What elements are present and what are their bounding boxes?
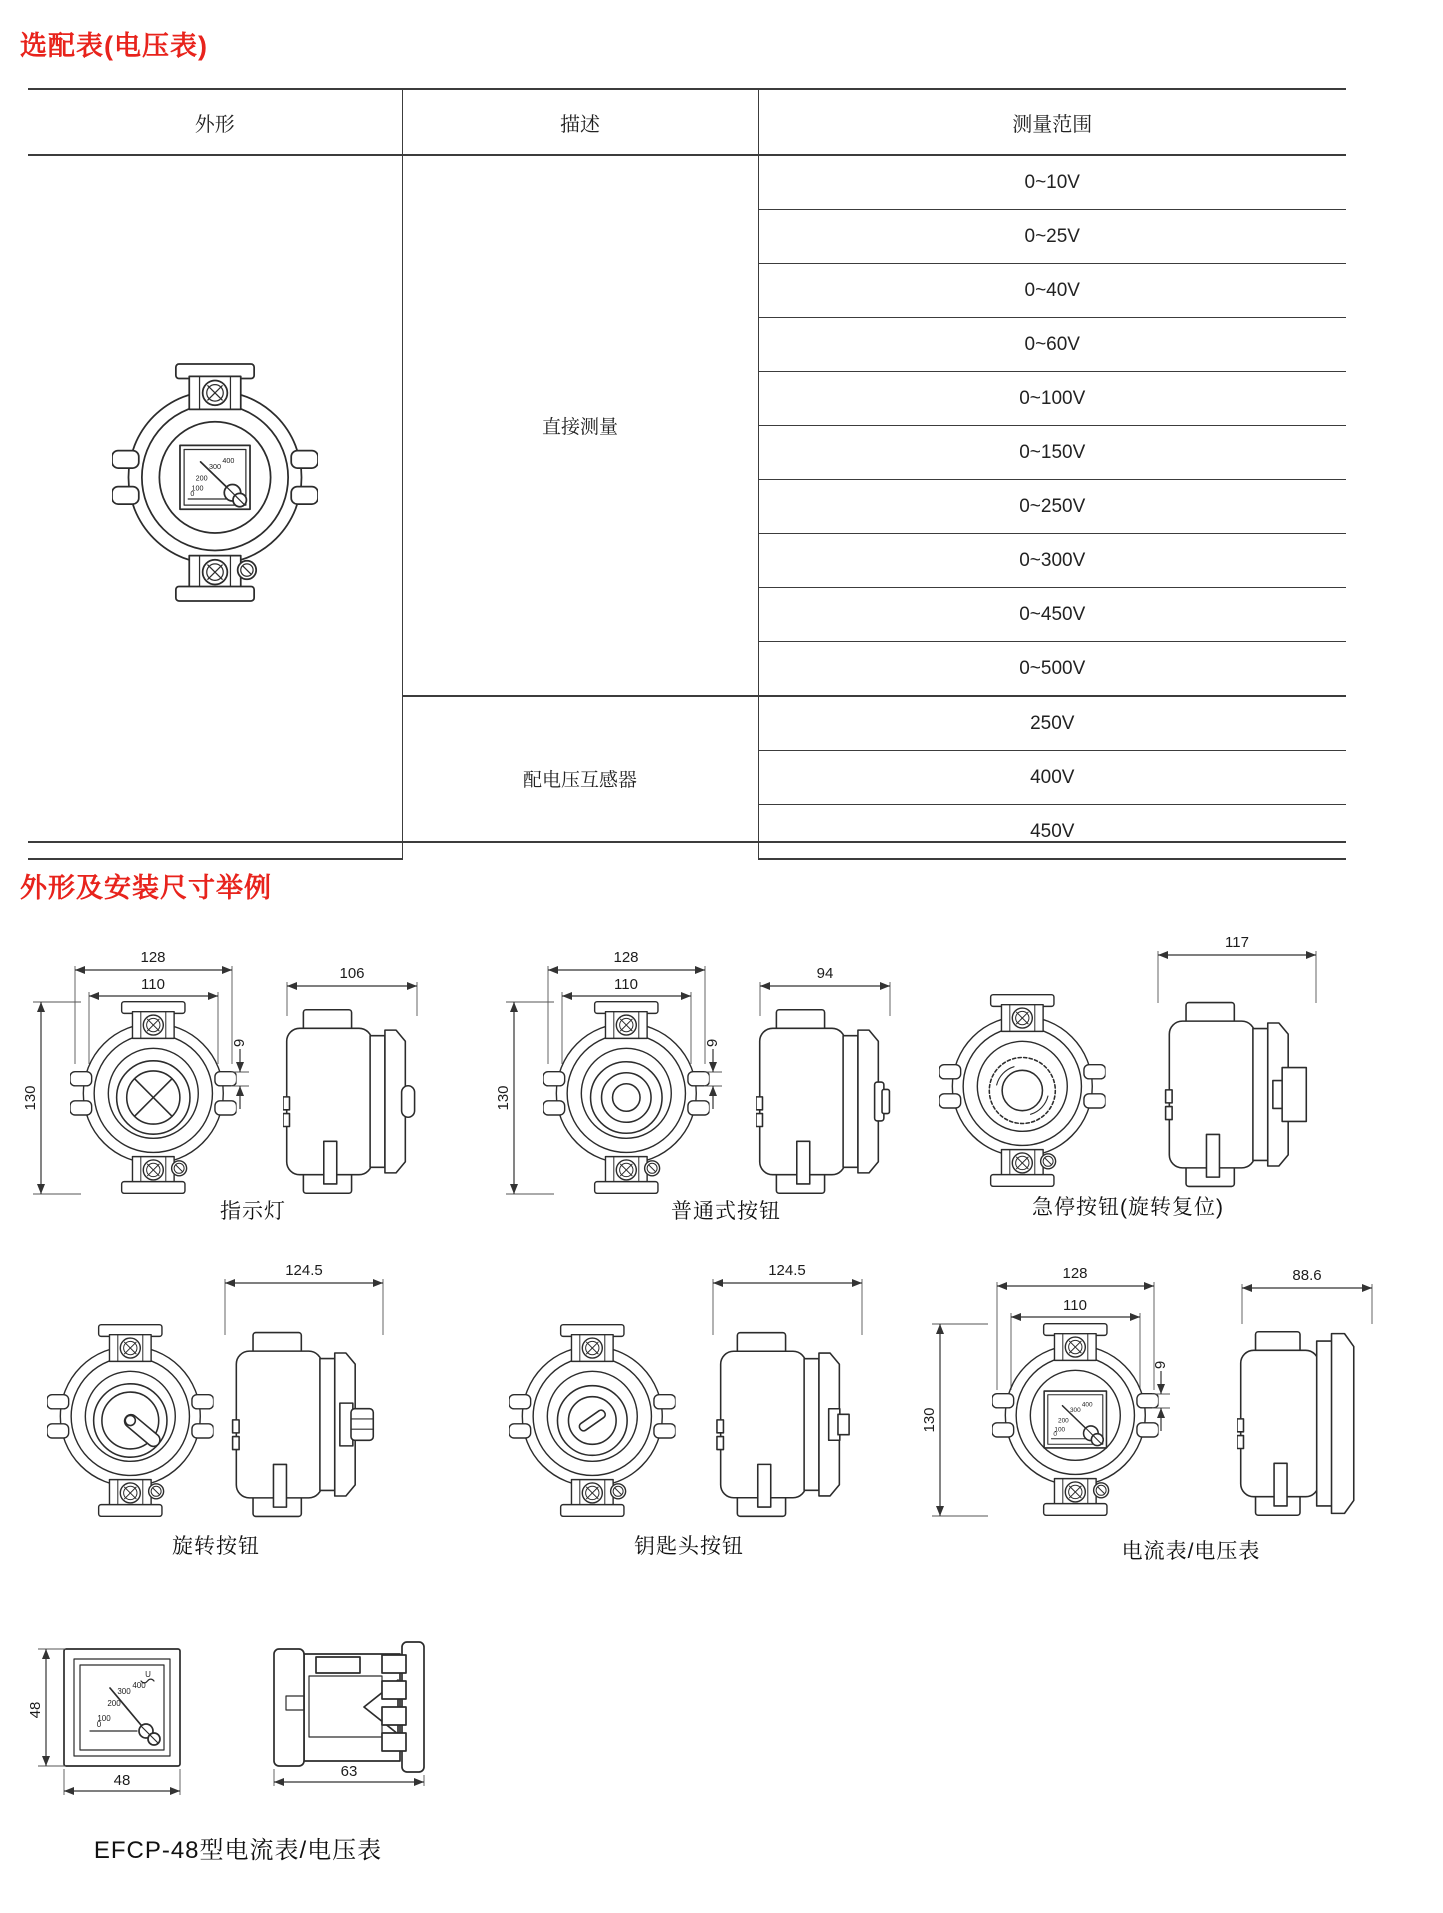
dim-height — [495, 1002, 554, 1194]
clamp-tooth-icon — [382, 1681, 406, 1699]
drawing-panel-meter — [900, 1240, 1400, 1570]
dim-front-height — [27, 1649, 66, 1766]
dim-depth — [760, 965, 890, 1016]
voltmeter-device-drawing — [112, 362, 318, 603]
description-direct: 直接测量 — [402, 155, 758, 696]
range-cell: 0~10V — [1024, 171, 1080, 193]
efcp-unit-symbol: U — [145, 1670, 151, 1679]
drawing-caption: 电流表/电压表 — [1121, 1540, 1261, 1563]
svg-text:48: 48 — [27, 1701, 44, 1719]
dim-height — [22, 1002, 81, 1194]
svg-text:130: 130 — [921, 1407, 938, 1433]
dim-depth — [713, 1262, 862, 1335]
efcp-scale-100: 100 — [97, 1714, 111, 1723]
voltmeter-selection-table — [28, 88, 1346, 860]
clamp-tooth-icon — [382, 1733, 406, 1751]
side-view — [1237, 1332, 1354, 1515]
dim-height — [921, 1324, 988, 1516]
front-view — [543, 1002, 710, 1194]
drawing-key-button — [480, 1255, 900, 1565]
svg-text:63: 63 — [340, 1763, 358, 1780]
svg-text:110: 110 — [1063, 1297, 1087, 1314]
drawing-caption: 指示灯 — [220, 1200, 286, 1223]
drawing-caption: 旋转按钮 — [172, 1535, 260, 1558]
drawing-caption: 钥匙头按钮 — [634, 1535, 744, 1558]
drawing-caption: 普通式按钮 — [671, 1200, 781, 1223]
efcp-scale-200: 200 — [107, 1699, 121, 1708]
svg-text:110: 110 — [614, 976, 638, 993]
col-header-range: 测量范围 — [758, 89, 1346, 155]
side-view — [756, 1010, 889, 1193]
range-cell: 0~60V — [758, 318, 1346, 372]
side-view — [233, 1333, 374, 1517]
front-view — [992, 1324, 1159, 1516]
range-cell: 250V — [758, 696, 1346, 751]
svg-text:128: 128 — [613, 949, 639, 966]
dim-depth — [1242, 1267, 1372, 1324]
range-cell: 0~250V — [758, 480, 1346, 534]
svg-text:94: 94 — [816, 965, 834, 982]
range-cell: 0~300V — [758, 534, 1346, 588]
svg-text:9: 9 — [1152, 1360, 1169, 1370]
svg-text:124.5: 124.5 — [768, 1262, 806, 1279]
range-cell: 0~25V — [758, 210, 1346, 264]
side-view — [1166, 1003, 1307, 1187]
range-cell: 450V — [758, 805, 1346, 860]
range-cell: 0~450V — [758, 588, 1346, 642]
efcp-front-view — [64, 1649, 180, 1766]
svg-text:130: 130 — [495, 1085, 512, 1111]
range-cell: 0~40V — [758, 264, 1346, 318]
clamp-tooth-icon — [382, 1707, 406, 1725]
description-vt: 配电压互感器 — [402, 696, 758, 859]
table-bottom-rule — [28, 841, 1346, 843]
section-title-selection-table: 选配表(电压表) — [20, 31, 208, 61]
dim-depth — [1158, 934, 1316, 1003]
drawing-efcp48-meter — [20, 1630, 440, 1880]
appearance-cell — [28, 155, 402, 859]
svg-text:9: 9 — [231, 1038, 248, 1048]
drawing-estop-button — [920, 925, 1340, 1225]
front-view — [939, 995, 1106, 1187]
svg-text:106: 106 — [339, 965, 365, 982]
svg-text:48: 48 — [113, 1772, 131, 1789]
side-view — [283, 1010, 415, 1193]
svg-text:128: 128 — [140, 949, 166, 966]
dim-depth — [225, 1262, 383, 1335]
svg-text:124.5: 124.5 — [285, 1262, 323, 1279]
col-header-description: 描述 — [402, 89, 758, 155]
clamp-tooth-icon — [382, 1655, 406, 1673]
efcp-scale-300: 300 — [117, 1687, 131, 1696]
drawing-rotary-button — [20, 1255, 420, 1565]
drawing-caption: 急停按钮(旋转复位) — [1032, 1196, 1224, 1219]
svg-text:9: 9 — [704, 1038, 721, 1048]
drawing-indicator-light — [22, 946, 425, 1231]
section-title-dimensions: 外形及安装尺寸举例 — [20, 873, 272, 903]
drawing-push-button — [495, 946, 898, 1231]
efcp-side-view — [274, 1642, 424, 1772]
efcp-scale-400: 400 — [132, 1681, 146, 1690]
svg-text:130: 130 — [22, 1085, 39, 1111]
svg-text:117: 117 — [1225, 934, 1249, 951]
range-cell: 0~100V — [758, 372, 1346, 426]
side-view — [717, 1333, 849, 1517]
svg-text:88.6: 88.6 — [1292, 1267, 1322, 1284]
dim-front-width — [64, 1769, 180, 1795]
range-cell: 0~500V — [758, 642, 1346, 697]
dim-depth — [287, 965, 417, 1016]
col-header-appearance: 外形 — [28, 89, 402, 155]
drawing-caption: EFCP-48型电流表/电压表 — [93, 1837, 383, 1864]
range-cell: 400V — [758, 751, 1346, 805]
svg-text:110: 110 — [141, 976, 165, 993]
svg-text:128: 128 — [1062, 1265, 1088, 1282]
efcp-scale-0: 0 — [96, 1720, 102, 1729]
range-cell: 0~150V — [758, 426, 1346, 480]
